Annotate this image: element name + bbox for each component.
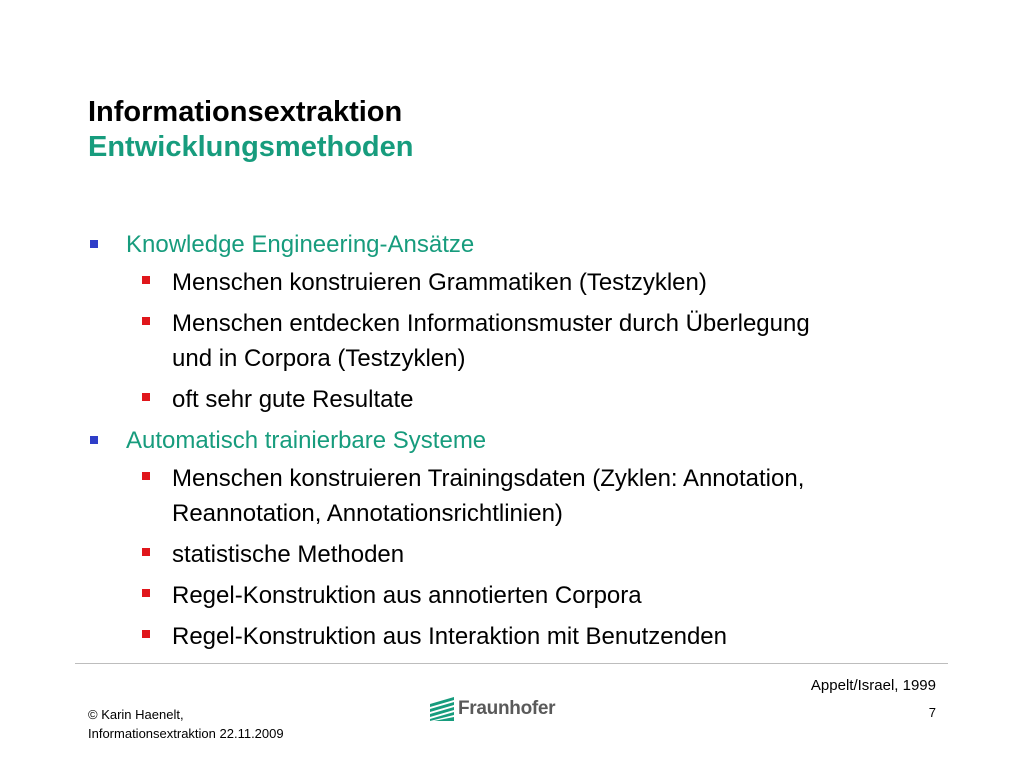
list-item-line: Reannotation, Annotationsrichtlinien) bbox=[172, 500, 563, 527]
red-square-bullet-icon bbox=[142, 276, 150, 284]
list-item-line: Regel-Konstruktion aus Interaktion mit Benutzenden bbox=[172, 623, 727, 650]
list-item bbox=[88, 618, 968, 659]
fraunhofer-logo-icon bbox=[430, 697, 454, 721]
red-square-bullet-icon bbox=[142, 589, 150, 597]
bullet-list bbox=[88, 226, 968, 659]
section-knowledge-engineering bbox=[88, 226, 968, 264]
citation: Appelt/Israel, 1999 bbox=[810, 677, 936, 694]
red-square-bullet-icon bbox=[142, 630, 150, 638]
list-item-text bbox=[172, 618, 968, 659]
logo-wordmark: Fraunhofer bbox=[458, 698, 556, 719]
list-item bbox=[88, 577, 968, 618]
list-item bbox=[88, 536, 968, 577]
fraunhofer-logo bbox=[430, 697, 555, 721]
footer-divider bbox=[75, 663, 948, 664]
list-item-line: Menschen entdecken Informationsmuster durch Überlegung bbox=[172, 310, 810, 337]
blue-square-bullet-icon bbox=[90, 436, 98, 444]
list-item-text bbox=[172, 536, 968, 577]
list-item bbox=[88, 305, 968, 381]
title-block bbox=[88, 95, 413, 165]
list-item bbox=[88, 381, 968, 422]
slide-subtitle: Entwicklungsmethoden bbox=[88, 131, 414, 163]
footer-author: © Karin Haenelt, bbox=[88, 707, 184, 722]
list-item-text bbox=[172, 381, 968, 422]
list-item-text bbox=[172, 577, 968, 618]
red-square-bullet-icon bbox=[142, 393, 150, 401]
list-item bbox=[88, 460, 968, 536]
list-item-text bbox=[172, 264, 968, 305]
page-number: 7 bbox=[928, 705, 936, 720]
list-item-line: Menschen konstruieren Trainingsdaten (Zyklen: Annotation, bbox=[172, 465, 805, 492]
list-item bbox=[88, 264, 968, 305]
slide-title: Informationsextraktion bbox=[88, 96, 403, 128]
list-item-line: statistische Methoden bbox=[172, 541, 405, 568]
section-trainable-systems bbox=[88, 422, 968, 460]
red-square-bullet-icon bbox=[142, 548, 150, 556]
blue-square-bullet-icon bbox=[90, 240, 98, 248]
footer-document: Informationsextraktion 22.11.2009 bbox=[88, 726, 284, 741]
list-item-text bbox=[172, 305, 968, 381]
red-square-bullet-icon bbox=[142, 317, 150, 325]
footer-copyright bbox=[88, 705, 284, 743]
red-square-bullet-icon bbox=[142, 472, 150, 480]
list-item-line: oft sehr gute Resultate bbox=[172, 386, 414, 413]
list-item-line: Menschen konstruieren Grammatiken (Testzyklen) bbox=[172, 269, 707, 296]
list-item-text bbox=[172, 460, 968, 536]
section-label: Automatisch trainierbare Systeme bbox=[126, 427, 487, 454]
list-item-line: und in Corpora (Testzyklen) bbox=[172, 345, 466, 372]
list-item-line: Regel-Konstruktion aus annotierten Corpora bbox=[172, 582, 642, 609]
section-label: Knowledge Engineering-Ansätze bbox=[126, 231, 475, 258]
